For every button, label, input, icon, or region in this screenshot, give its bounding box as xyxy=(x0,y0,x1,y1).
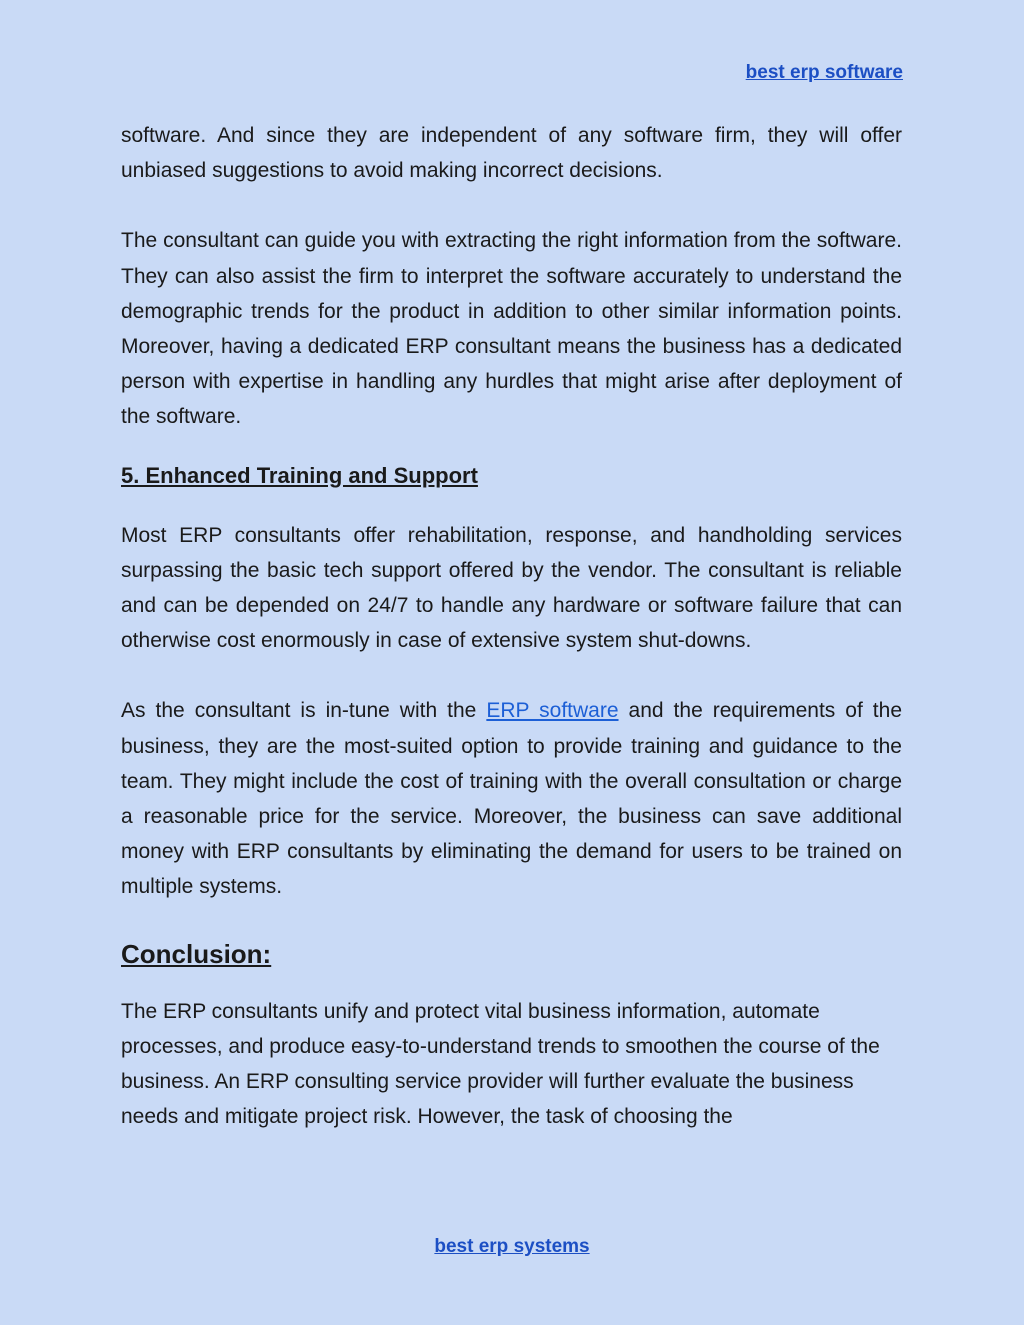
paragraph-conclusion: The ERP consultants unify and protect vital business information, automate processes, and produce easy-to-understand trends to smoothen the course of the business. An ERP consulting service provider will further evaluate the business needs and mitigate project risk. However, the task of choosing the xyxy=(121,999,880,1129)
conclusion-heading: Conclusion: xyxy=(121,938,272,969)
paragraph-independent-suggestions: software. And since they are independent of any software firm, they will offer unbiased suggestions to avoid making incorrect decisions. xyxy=(121,124,902,183)
footer xyxy=(0,1236,1024,1258)
header-link[interactable]: best erp software xyxy=(745,62,903,83)
footer-link[interactable]: best erp systems xyxy=(434,1236,590,1257)
section-heading-training-support: 5. Enhanced Training and Support xyxy=(121,462,478,488)
paragraph-text-start: As the consultant is in-tune with the xyxy=(121,699,487,723)
erp-software-link[interactable]: ERP software xyxy=(486,699,619,723)
paragraph-support-services: Most ERP consultants offer rehabilitation, response, and handholding services surpassing the basic tech support offered by the vendor. The consultant is reliable and can be depended on 24/7 to handle any hardware or software failure that can otherwise cost enormously in case of extensive system shut-downs. xyxy=(121,523,902,653)
paragraph-guide-information: The consultant can guide you with extracting the right information from the software. They can also assist the firm to interpret the software accurately to understand the demographic trends for the product in addition to other similar information points. Moreover, having a dedicated ERP consultant means the business has a dedicated person with expertise in handling any hurdles that might arise after deployment of the software. xyxy=(121,229,902,429)
document-body xyxy=(121,118,902,1169)
paragraph-text-end: and the requirements of the business, they are the most-suited option to provide training and guidance to the team. They might include the cost of training with the overall consultation or charge a reasonable price for the service. Moreover, the business can save additional money with ERP consultants by eliminating the demand for users to be trained on multiple systems. xyxy=(121,699,903,899)
paragraph-training-guidance xyxy=(121,693,902,904)
